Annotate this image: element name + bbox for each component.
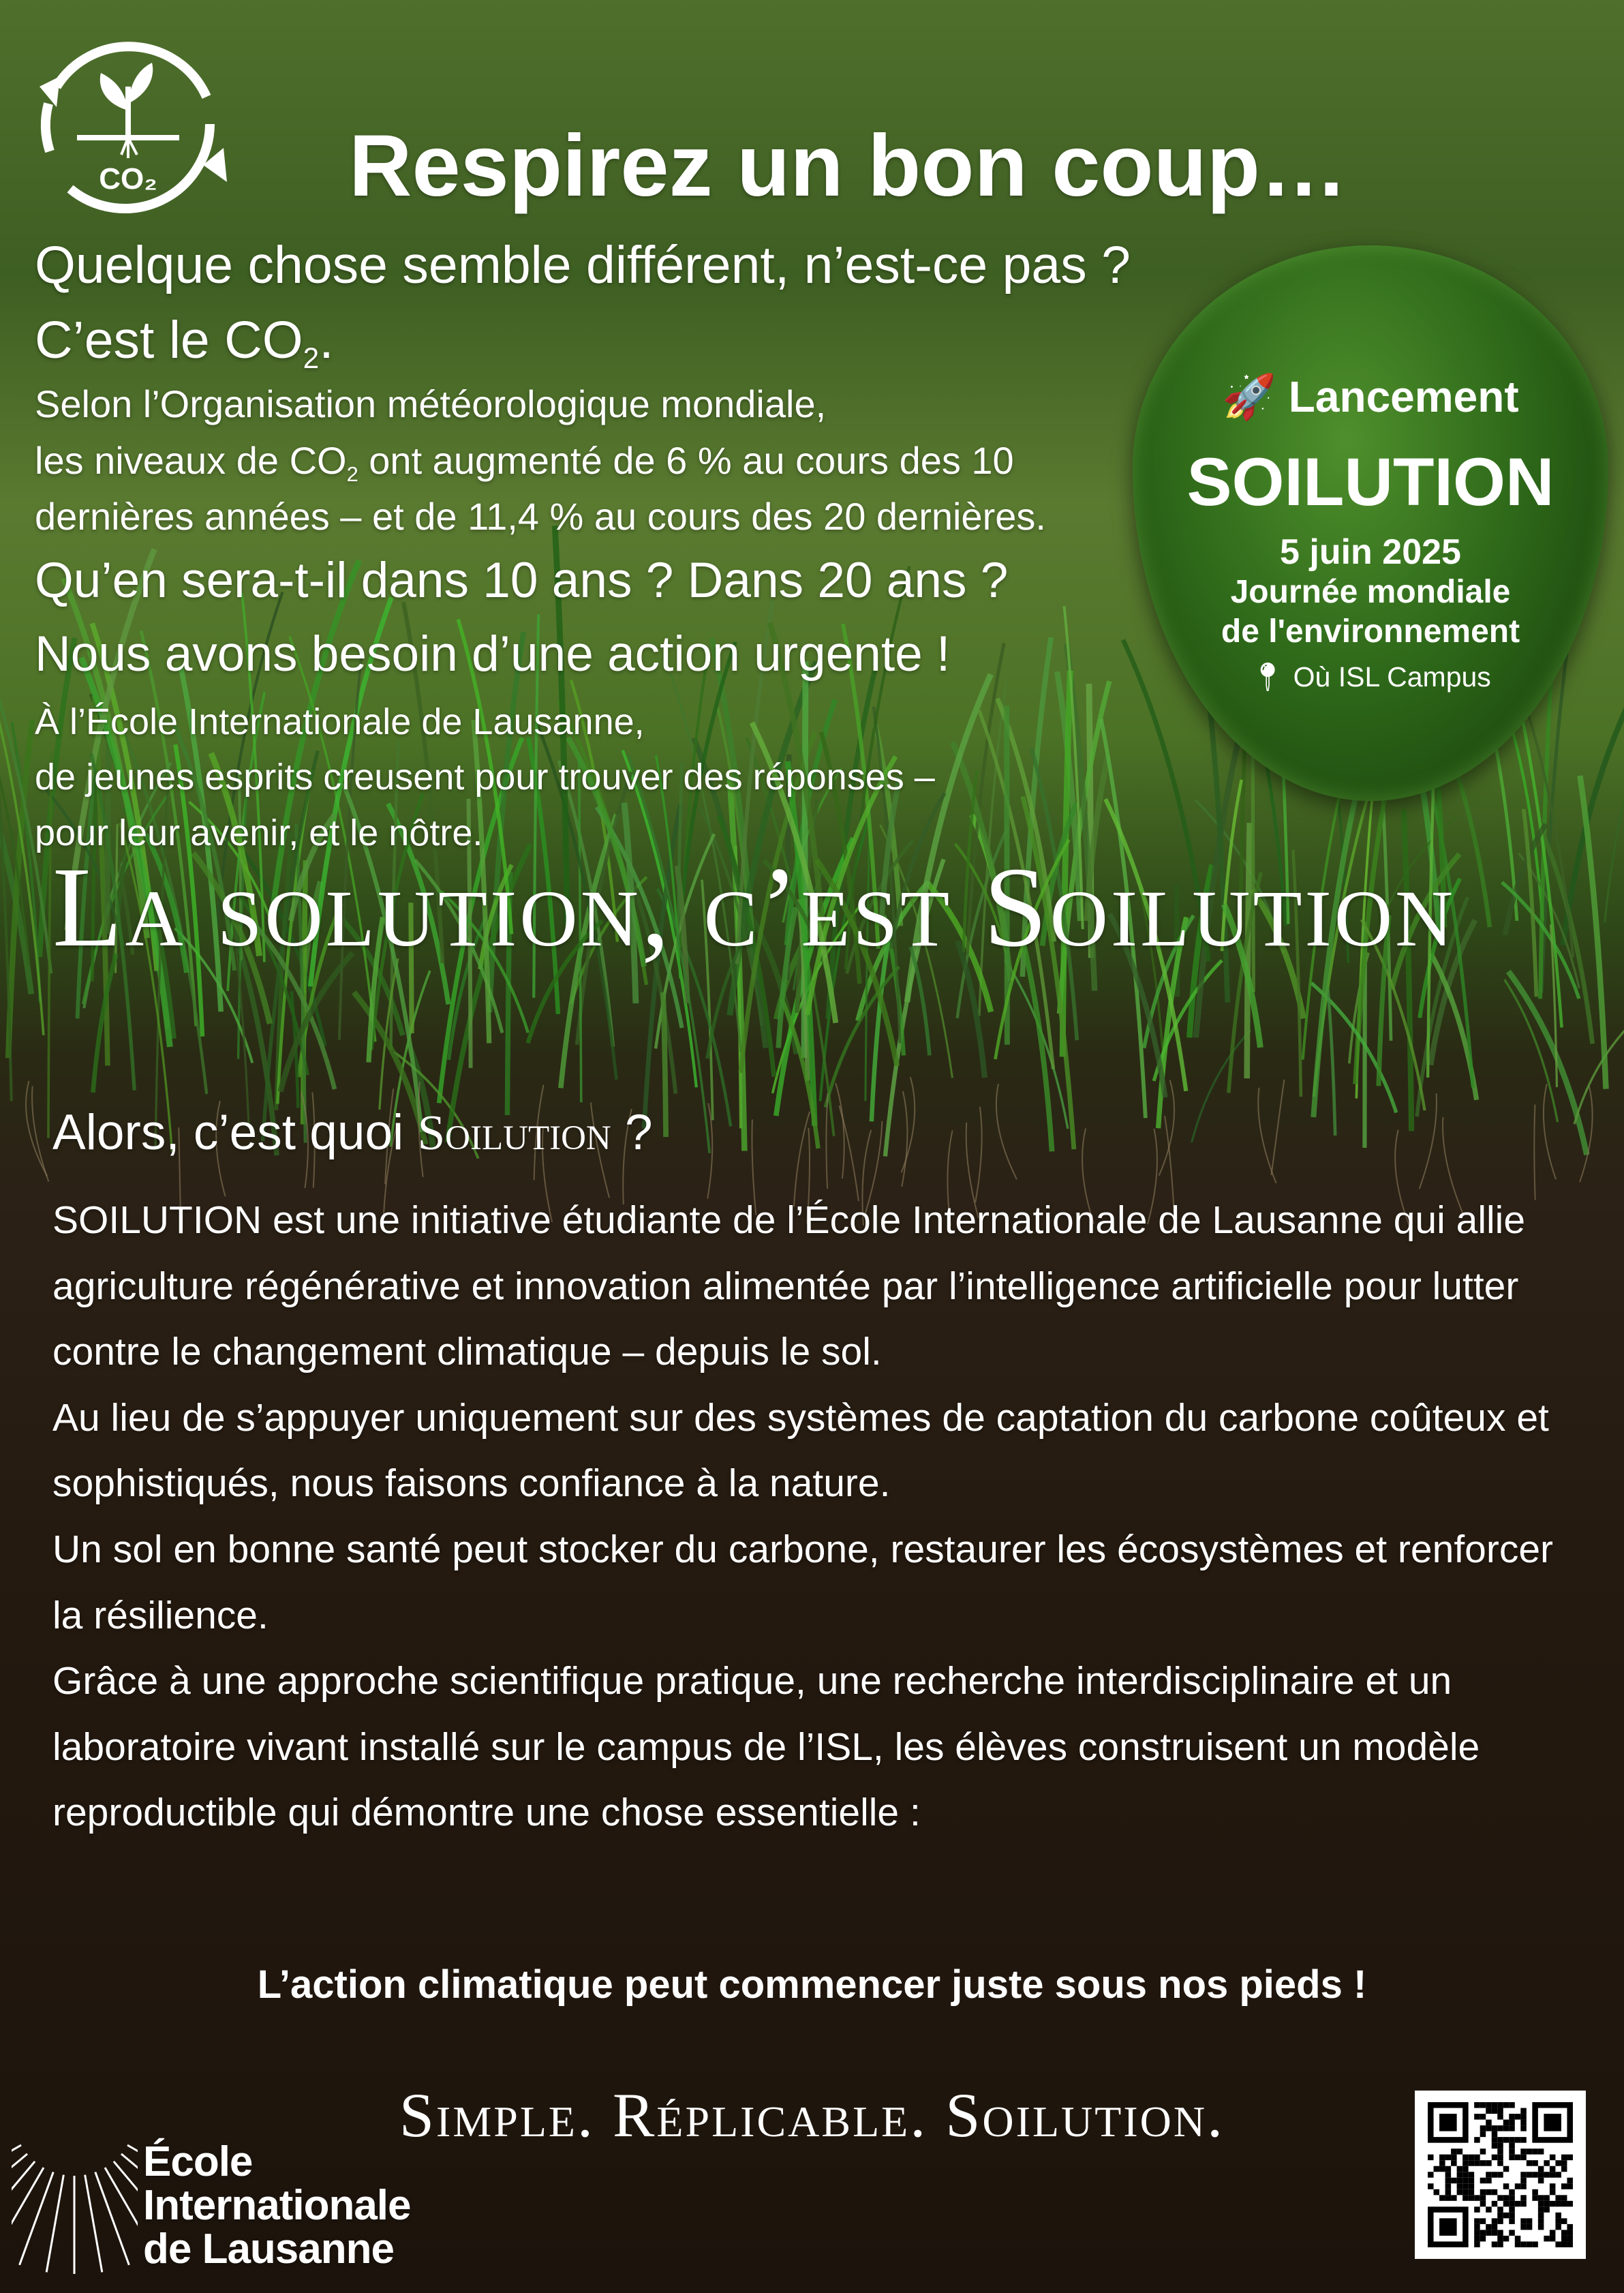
about-heading-end: ? xyxy=(611,1105,653,1160)
grass-root xyxy=(26,1081,47,1176)
qr-module xyxy=(1480,2201,1486,2207)
qr-module xyxy=(1439,2166,1445,2172)
qr-module xyxy=(1492,2102,1498,2108)
qr-module xyxy=(1515,2114,1521,2120)
qr-module xyxy=(1497,2160,1503,2166)
qr-module xyxy=(1520,2148,1527,2155)
school-name-line-2: Internationale xyxy=(143,2182,411,2229)
qr-module xyxy=(1509,2195,1515,2201)
qr-module xyxy=(1497,2206,1503,2213)
qr-module xyxy=(1451,2155,1457,2161)
qr-module xyxy=(1457,2189,1463,2196)
qr-module xyxy=(1480,2195,1486,2201)
qr-module xyxy=(1503,2166,1510,2172)
badge-event-line-2: de l'environnement xyxy=(1221,613,1520,650)
question-line: Qu’en sera-t-il dans 10 ans ? Dans 20 ans ? xyxy=(35,553,1009,608)
qr-module xyxy=(1469,2189,1475,2196)
qr-module xyxy=(1544,2236,1550,2242)
qr-module xyxy=(1538,2213,1544,2219)
about-paragraph: Grâce à une approche scientifique pratique, une recherche interdisciplinaire et un laboratoire vivant installé sur le campus de l’ISL, les élèves construisent un modèle reproductible qui démontre une chose essentielle : xyxy=(52,1659,1480,1835)
qr-module xyxy=(1474,2114,1480,2120)
call-to-action: L’action climatique peut commencer juste sous nos pieds ! xyxy=(257,1962,1367,2007)
about-paragraph: Au lieu de s’appuyer uniquement sur des systèmes de captation du carbone coûteux et sophistiqués, nous faisons confiance à la nature. xyxy=(52,1395,1549,1506)
grass-root xyxy=(1420,1093,1437,1189)
grass-root xyxy=(1258,1088,1276,1183)
qr-module xyxy=(1538,2224,1544,2230)
qr-module xyxy=(1561,2183,1567,2189)
about-paragraph: SOILUTION est une initiative étudiante de l’École Internationale de Lausanne qui allie agriculture régénérative et innovation alimentée par l’intelligence artificielle pour lutter contre le changement climatique – depuis le sol. xyxy=(52,1198,1526,1374)
qr-module xyxy=(1567,2155,1573,2161)
qr-module xyxy=(1480,2131,1486,2138)
badge-launch xyxy=(1133,371,1608,423)
qr-module xyxy=(1561,2230,1567,2236)
qr-module xyxy=(1544,2195,1550,2201)
qr-module xyxy=(1532,2160,1538,2166)
qr-module xyxy=(1445,2178,1452,2184)
headline: La solution, c’est Soilution xyxy=(52,844,1456,971)
qr-module xyxy=(1497,2241,1503,2247)
qr-module xyxy=(1497,2137,1503,2143)
qr-module xyxy=(1538,2206,1544,2213)
qr-module xyxy=(1550,2183,1556,2189)
qr-module xyxy=(1492,2108,1498,2114)
qr-module xyxy=(1509,2213,1515,2219)
qr-module xyxy=(1469,2160,1475,2166)
qr-module xyxy=(1492,2125,1498,2131)
qr-module xyxy=(1462,2195,1469,2201)
qr-module xyxy=(1515,2201,1521,2207)
qr-module xyxy=(1520,2172,1527,2178)
qr-module xyxy=(1492,2143,1498,2149)
school-name xyxy=(143,2140,411,2271)
qr-module xyxy=(1567,2178,1573,2184)
qr-module xyxy=(1492,2230,1498,2236)
qr-module xyxy=(1520,2125,1527,2131)
qr-code[interactable] xyxy=(1415,2091,1586,2259)
qr-module xyxy=(1555,2218,1561,2224)
qr-module xyxy=(1503,2137,1510,2143)
qr-module xyxy=(1492,2218,1498,2224)
qr-module xyxy=(1509,2230,1515,2236)
badge-date: 5 juin 2025 xyxy=(1280,532,1461,572)
qr-module xyxy=(1503,2120,1510,2126)
qr-module xyxy=(1550,2172,1556,2178)
qr-module xyxy=(1492,2224,1498,2230)
qr-module xyxy=(1486,2125,1492,2131)
qr-module xyxy=(1538,2195,1544,2201)
qr-module xyxy=(1497,2172,1503,2178)
qr-module xyxy=(1509,2155,1515,2161)
stat-line-2-text: les niveaux de CO xyxy=(35,439,347,482)
qr-module xyxy=(1509,2102,1515,2108)
qr-module xyxy=(1462,2189,1469,2196)
qr-module xyxy=(1428,2172,1434,2178)
qr-module xyxy=(1527,2148,1533,2155)
qr-module xyxy=(1520,2120,1527,2126)
qr-module xyxy=(1474,2224,1480,2230)
school-line-3: pour leur avenir, et le nôtre. xyxy=(35,813,483,853)
qr-module xyxy=(1503,2102,1510,2108)
qr-module xyxy=(1457,2172,1463,2178)
qr-module xyxy=(1457,2178,1463,2184)
qr-module xyxy=(1451,2148,1457,2155)
qr-module xyxy=(1497,2213,1503,2219)
qr-module xyxy=(1561,2236,1567,2242)
qr-module xyxy=(1474,2206,1480,2213)
grass-blade xyxy=(1508,971,1587,1155)
qr-module xyxy=(1520,2224,1527,2230)
qr-module xyxy=(1497,2195,1503,2201)
qr-module xyxy=(1538,2172,1544,2178)
qr-module xyxy=(1492,2189,1498,2196)
qr-module xyxy=(1532,2195,1538,2201)
urgent-line: Nous avons besoin d’une action urgente ! xyxy=(35,626,951,682)
qr-module xyxy=(1520,2178,1527,2184)
qr-module xyxy=(1550,2189,1556,2196)
grass-blade xyxy=(663,992,666,1137)
qr-module xyxy=(1509,2137,1515,2143)
qr-module xyxy=(1561,2241,1567,2247)
qr-module xyxy=(1474,2218,1480,2224)
tagline: Simple. Réplicable. Soilution. xyxy=(399,2080,1225,2150)
qr-module xyxy=(1486,2178,1492,2184)
qr-module xyxy=(1497,2125,1503,2131)
qr-module xyxy=(1445,2189,1452,2196)
sunburst-ray xyxy=(12,2161,35,2237)
qr-module xyxy=(1503,2125,1510,2131)
qr-module xyxy=(1527,2172,1533,2178)
grass-root xyxy=(826,1093,827,1189)
qr-module xyxy=(1451,2160,1457,2166)
qr-module xyxy=(1469,2155,1475,2161)
qr-module xyxy=(1550,2166,1556,2172)
qr-module xyxy=(1497,2155,1503,2161)
qr-module xyxy=(1555,2195,1561,2201)
qr-module xyxy=(1544,2206,1550,2213)
qr-module xyxy=(1527,2218,1533,2224)
qr-module xyxy=(1445,2172,1452,2178)
qr-module xyxy=(1532,2241,1538,2247)
grass-root xyxy=(996,1084,1017,1179)
qr-module xyxy=(1550,2236,1556,2242)
sunburst-ray xyxy=(46,2175,63,2273)
qr-module xyxy=(1439,2155,1445,2161)
qr-module xyxy=(1520,2114,1527,2120)
qr-module xyxy=(1462,2172,1469,2178)
qr-module xyxy=(1497,2143,1503,2149)
qr-module xyxy=(1457,2166,1463,2172)
qr-module xyxy=(1445,2183,1452,2189)
qr-module xyxy=(1480,2178,1486,2184)
qr-module xyxy=(1469,2172,1475,2178)
about-paragraph: Un sol en bonne santé peut stocker du carbone, restaurer les écosystèmes et renforcer la résilience. xyxy=(52,1527,1554,1637)
qr-module xyxy=(1486,2102,1492,2108)
qr-module xyxy=(1544,2201,1550,2207)
qr-module xyxy=(1538,2218,1544,2224)
qr-module xyxy=(1515,2155,1521,2161)
about-heading xyxy=(52,1104,653,1161)
school-name-line-3: de Lausanne xyxy=(143,2226,394,2273)
co2-plant-cycle-icon xyxy=(29,22,227,219)
qr-module xyxy=(1474,2137,1480,2143)
qr-module xyxy=(1550,2230,1556,2236)
about-body xyxy=(52,1187,1593,1846)
qr-module xyxy=(1550,2201,1556,2207)
qr-module xyxy=(1567,2241,1573,2247)
sunburst-ray xyxy=(85,2175,102,2273)
qr-module xyxy=(1480,2102,1486,2108)
rocket-icon: 🚀 xyxy=(1222,372,1277,421)
stat-line-2 xyxy=(35,438,1014,487)
qr-module xyxy=(1555,2160,1561,2166)
qr-module xyxy=(1555,2241,1561,2247)
qr-module xyxy=(1486,2160,1492,2166)
sunburst-ray xyxy=(20,2172,54,2265)
qr-module xyxy=(1469,2195,1475,2201)
qr-module xyxy=(1527,2224,1533,2230)
qr-module xyxy=(1509,2201,1515,2207)
qr-module xyxy=(1492,2241,1498,2247)
qr-module xyxy=(1497,2148,1503,2155)
qr-module xyxy=(1520,2218,1527,2224)
qr-module xyxy=(1567,2201,1573,2207)
grass-blade xyxy=(1192,1030,1251,1142)
qr-module xyxy=(1509,2120,1515,2126)
grass-root xyxy=(32,1086,48,1181)
qr-module xyxy=(1503,2201,1510,2207)
qr-module xyxy=(1515,2241,1521,2247)
grass-blade xyxy=(1605,742,1624,922)
qr-module xyxy=(1555,2213,1561,2219)
co2-logo-label: CO₂ xyxy=(99,162,157,196)
qr-module xyxy=(1486,2108,1492,2114)
qr-module xyxy=(1480,2148,1486,2155)
subscript: 2 xyxy=(303,341,320,374)
qr-module xyxy=(1555,2172,1561,2178)
qr-module xyxy=(1469,2178,1475,2184)
qr-module xyxy=(1492,2155,1498,2161)
qr-module xyxy=(1567,2183,1573,2189)
qr-module xyxy=(1480,2160,1486,2166)
qr-module xyxy=(1520,2241,1527,2247)
badge-event xyxy=(1133,573,1608,652)
stat-line-3: dernières années – et de 11,4 % au cours des 20 dernières. xyxy=(35,495,1046,538)
qr-module xyxy=(1492,2201,1498,2207)
qr-module xyxy=(1555,2224,1561,2230)
qr-module xyxy=(1462,2183,1469,2189)
badge-name: SOILUTION xyxy=(1186,444,1554,519)
qr-module xyxy=(1480,2125,1486,2131)
qr-module xyxy=(1469,2183,1475,2189)
qr-module xyxy=(1503,2236,1510,2242)
qr-module xyxy=(1486,2189,1492,2196)
stat-line-2-end: ont augmenté de 6 % au cours des 10 xyxy=(358,439,1014,482)
qr-finder xyxy=(1544,2114,1561,2131)
qr-module xyxy=(1561,2201,1567,2207)
qr-module xyxy=(1492,2172,1498,2178)
qr-module xyxy=(1561,2160,1567,2166)
qr-module xyxy=(1497,2230,1503,2236)
school-line-2: de jeunes esprits creusent pour trouver des réponses – xyxy=(35,757,935,798)
qr-module xyxy=(1474,2195,1480,2201)
qr-module xyxy=(1561,2155,1567,2161)
grass-blade xyxy=(1574,1021,1624,1124)
sunburst-ray xyxy=(114,2161,138,2237)
location-pin-icon: 📍︎ xyxy=(1250,661,1286,693)
qr-module xyxy=(1520,2195,1527,2201)
qr-module xyxy=(1532,2172,1538,2178)
qr-module xyxy=(1486,2120,1492,2126)
qr-module xyxy=(1567,2230,1573,2236)
qr-module xyxy=(1457,2183,1463,2189)
qr-module xyxy=(1532,2189,1538,2196)
qr-module xyxy=(1428,2155,1434,2161)
qr-module xyxy=(1561,2195,1567,2201)
badge-location-label: Où ISL Campus xyxy=(1293,661,1491,693)
school-line-1: À l’École Internationale de Lausanne, xyxy=(35,701,645,742)
intro-line-1: Quelque chose semble différent, n’est-ce pas ? xyxy=(35,236,1131,294)
qr-module xyxy=(1520,2108,1527,2114)
qr-module xyxy=(1527,2241,1533,2247)
qr-module xyxy=(1428,2183,1434,2189)
qr-module xyxy=(1486,2230,1492,2236)
qr-module xyxy=(1509,2218,1515,2224)
qr-module xyxy=(1509,2114,1515,2120)
badge-launch-label: Lancement xyxy=(1288,372,1519,421)
qr-finder xyxy=(1439,2218,1457,2236)
badge-location xyxy=(1133,661,1608,694)
grass-root xyxy=(1544,1084,1556,1179)
qr-module xyxy=(1486,2172,1492,2178)
qr-module xyxy=(1480,2114,1486,2120)
qr-module xyxy=(1474,2160,1480,2166)
school-name-line-1: École xyxy=(143,2138,253,2185)
qr-module xyxy=(1567,2224,1573,2230)
qr-module xyxy=(1538,2178,1544,2184)
qr-module xyxy=(1474,2236,1480,2242)
sunburst-ray xyxy=(95,2172,129,2265)
qr-module xyxy=(1555,2201,1561,2207)
qr-module xyxy=(1497,2236,1503,2242)
qr-module xyxy=(1480,2189,1486,2196)
qr-module xyxy=(1497,2102,1503,2108)
about-heading-brand: Soilution xyxy=(417,1105,611,1160)
qr-module xyxy=(1451,2195,1457,2201)
qr-module xyxy=(1520,2183,1527,2189)
qr-module xyxy=(1474,2155,1480,2161)
grass-root xyxy=(836,1083,844,1179)
qr-module xyxy=(1538,2166,1544,2172)
about-heading-text: Alors, c’est quoi xyxy=(52,1105,418,1160)
qr-module xyxy=(1445,2166,1452,2172)
qr-module xyxy=(1532,2148,1538,2155)
qr-module xyxy=(1462,2178,1469,2184)
qr-module xyxy=(1497,2218,1503,2224)
qr-module xyxy=(1457,2148,1463,2155)
qr-module xyxy=(1538,2201,1544,2207)
intro-line-2-text: C’est le CO xyxy=(35,311,303,369)
qr-module xyxy=(1480,2236,1486,2242)
qr-module xyxy=(1544,2172,1550,2178)
qr-module xyxy=(1503,2183,1510,2189)
qr-module xyxy=(1492,2131,1498,2138)
page-title: Respirez un bon coup… xyxy=(349,117,1347,215)
qr-module xyxy=(1474,2102,1480,2108)
qr-module xyxy=(1503,2213,1510,2219)
school-sunburst-logo-icon xyxy=(12,2142,138,2274)
qr-module xyxy=(1497,2114,1503,2120)
qr-module xyxy=(1486,2224,1492,2230)
badge-event-line-1: Journée mondiale xyxy=(1230,574,1511,610)
qr-module xyxy=(1462,2166,1469,2172)
qr-module xyxy=(1550,2155,1556,2161)
qr-module xyxy=(1480,2230,1486,2236)
qr-module xyxy=(1561,2166,1567,2172)
qr-module xyxy=(1520,2155,1527,2161)
qr-module xyxy=(1445,2195,1452,2201)
grass-root xyxy=(1534,1105,1535,1200)
qr-module xyxy=(1434,2189,1440,2196)
subscript: 2 xyxy=(346,461,358,486)
qr-finder xyxy=(1439,2114,1457,2131)
qr-module xyxy=(1538,2148,1544,2155)
qr-module xyxy=(1567,2236,1573,2242)
grass-blade xyxy=(1328,988,1335,1136)
qr-module xyxy=(1561,2218,1567,2224)
qr-module xyxy=(1520,2201,1527,2207)
qr-module xyxy=(1492,2137,1498,2143)
qr-module xyxy=(1486,2206,1492,2213)
qr-module xyxy=(1439,2160,1445,2166)
qr-module xyxy=(1462,2155,1469,2161)
qr-module xyxy=(1515,2183,1521,2189)
qr-module xyxy=(1527,2160,1533,2166)
qr-module xyxy=(1474,2230,1480,2236)
qr-module xyxy=(1439,2195,1445,2201)
qr-module xyxy=(1462,2160,1469,2166)
qr-module xyxy=(1509,2143,1515,2149)
qr-module xyxy=(1503,2195,1510,2201)
qr-module xyxy=(1509,2148,1515,2155)
qr-module xyxy=(1509,2189,1515,2196)
qr-module xyxy=(1434,2166,1440,2172)
qr-module xyxy=(1515,2137,1521,2143)
qr-module xyxy=(1520,2137,1527,2143)
qr-module xyxy=(1445,2155,1452,2161)
qr-module xyxy=(1497,2108,1503,2114)
grass-root xyxy=(1272,1080,1285,1175)
qr-module xyxy=(1515,2236,1521,2242)
intro-line-2-end: . xyxy=(319,311,334,369)
qr-module xyxy=(1509,2206,1515,2213)
qr-module xyxy=(1451,2178,1457,2184)
qr-module xyxy=(1509,2125,1515,2131)
stat-line-1: Selon l’Organisation météorologique mondiale, xyxy=(35,382,827,425)
intro-line-2 xyxy=(35,310,334,375)
qr-module xyxy=(1474,2241,1480,2247)
grass-root xyxy=(902,1091,907,1187)
qr-module xyxy=(1544,2160,1550,2166)
qr-module xyxy=(1480,2218,1486,2224)
